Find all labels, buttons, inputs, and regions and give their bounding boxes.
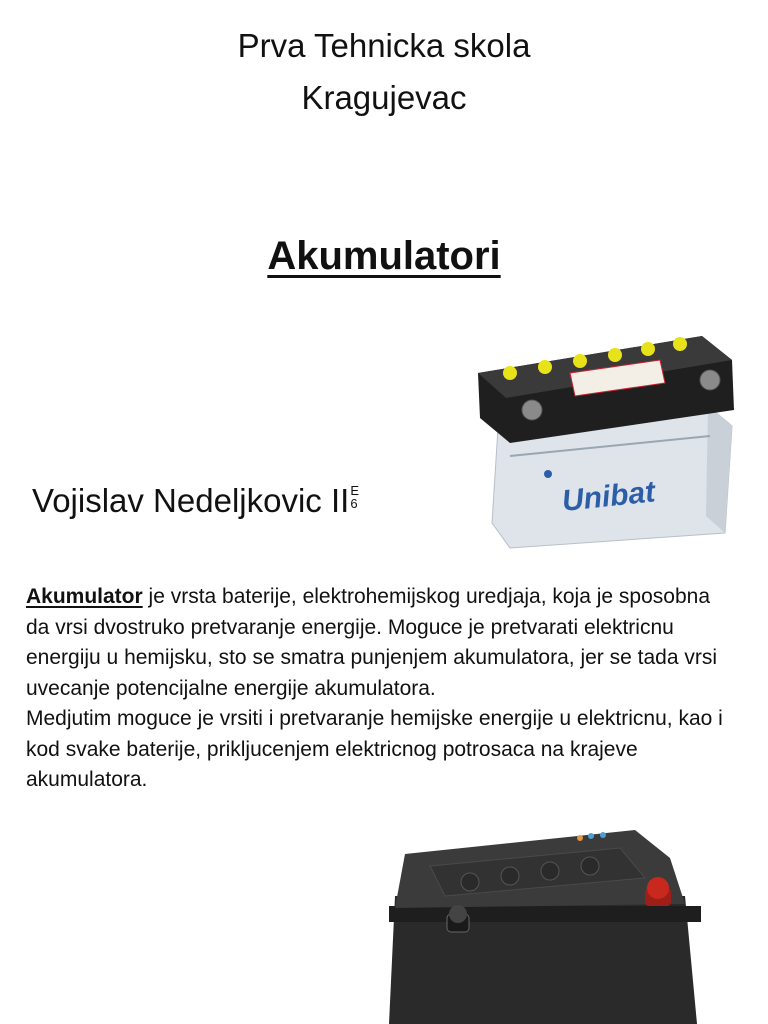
school-name-line2: Kragujevac: [301, 79, 467, 116]
battery-side: [706, 406, 732, 533]
car-battery-icon: [385, 826, 705, 1024]
class-subscript-top: E: [350, 483, 359, 498]
term-akumulator: Akumulator: [26, 585, 143, 608]
vent-cap: [503, 366, 517, 380]
vent-cap: [501, 867, 519, 885]
battery-rim: [389, 906, 701, 922]
paragraph-2: Medjutim moguce je vrsiti i pretvaranje hemijske energije u elektricnu, kao i kod svake baterije, prikljucenjem elektricnog potrosaca na krajeve akumulatora.: [26, 707, 723, 791]
motorcycle-battery-icon: [470, 318, 740, 550]
vent-cap: [541, 862, 559, 880]
paragraph-1-text: je vrsta baterije, elektrohemijskog uredjaja, koja je sposobna da vrsi dvostruko pretvaranje energije. Moguce je pretvarati elektricnu energiju u hemijsku, sto se smatra punjenjem akumulatora, jer se tada vrsi uvecanje potencijalne energije akumulatora.: [26, 585, 717, 700]
description: [26, 582, 726, 796]
paragraph-1: [26, 582, 726, 704]
vent-cap: [538, 360, 552, 374]
positive-terminal-icon: [647, 877, 669, 899]
vent-cap: [641, 342, 655, 356]
indicator-dot: [600, 832, 606, 838]
vent-cap: [581, 857, 599, 875]
school-name-line1: Prva Tehnicka skola: [237, 27, 531, 64]
indicator-dot: [588, 833, 594, 839]
vent-cap: [673, 337, 687, 351]
author-name: Vojislav Nedeljkovic II: [32, 482, 350, 519]
school-name: [0, 20, 768, 124]
terminal-icon: [522, 400, 542, 420]
negative-terminal-cap: [449, 905, 467, 923]
author: [32, 482, 359, 520]
terminal-icon: [700, 370, 720, 390]
class-subscript: [350, 484, 359, 510]
battery-brand: Unibat: [560, 475, 657, 518]
vent-cap: [608, 348, 622, 362]
vent-cap: [573, 354, 587, 368]
brand-dot: [544, 470, 552, 478]
vent-cap: [461, 873, 479, 891]
class-subscript-bottom: 6: [350, 496, 358, 511]
page-title: Akumulatori: [267, 234, 501, 278]
indicator-dot: [577, 835, 583, 841]
